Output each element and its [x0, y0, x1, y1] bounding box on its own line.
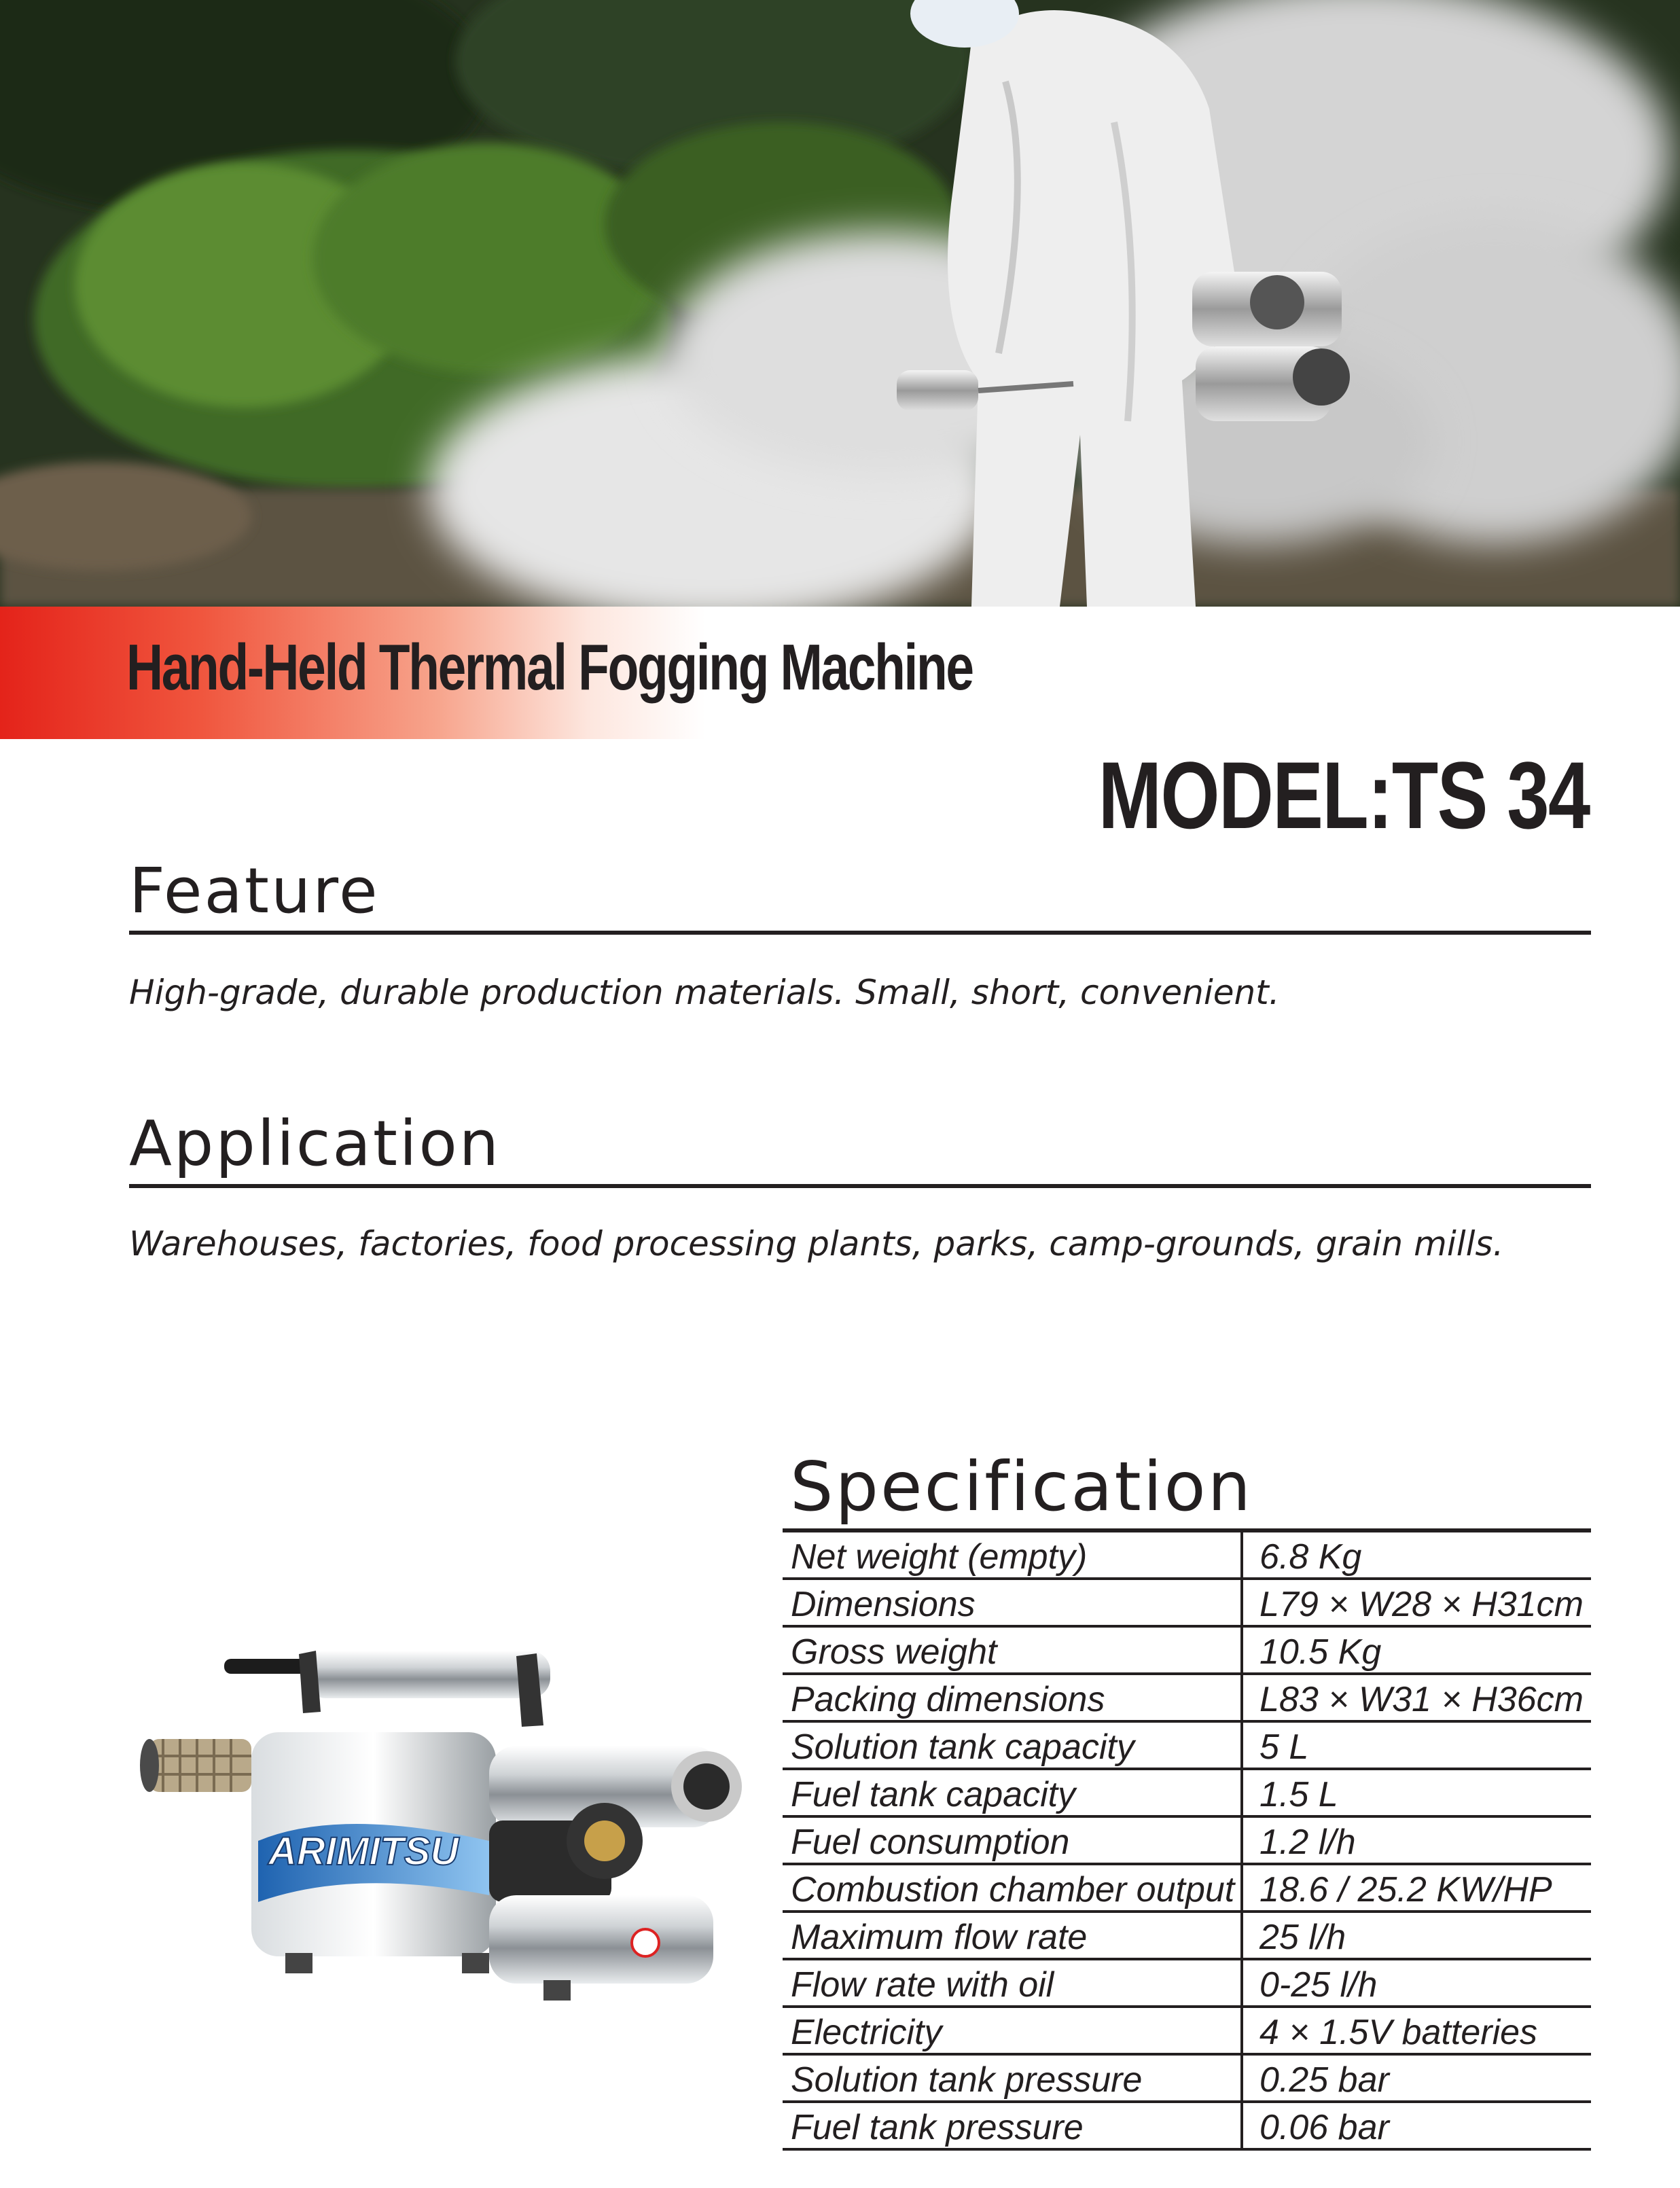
application-rule [129, 1184, 1591, 1188]
spec-value: 5 L [1242, 1721, 1591, 1769]
spec-value: L79 × W28 × H31cm [1242, 1579, 1591, 1626]
table-row [783, 1721, 1591, 1769]
hero-photo [0, 0, 1680, 607]
spec-value: 1.2 l/h [1242, 1816, 1591, 1864]
spec-label: Maximum flow rate [783, 1912, 1242, 1959]
spec-value: 25 l/h [1242, 1912, 1591, 1959]
table-row [783, 2007, 1591, 2054]
model-number: MODEL:TS 34 [1098, 742, 1590, 848]
spec-label: Dimensions [783, 1579, 1242, 1626]
spec-value: 10.5 Kg [1242, 1626, 1591, 1674]
fogging-machine-illustration [136, 1637, 754, 2017]
feature-heading: Feature [129, 855, 380, 927]
table-row [783, 1530, 1591, 1579]
spec-value: L83 × W31 × H36cm [1242, 1674, 1591, 1721]
specification-table [783, 1528, 1591, 2151]
spec-value: 0.06 bar [1242, 2102, 1591, 2149]
spec-label: Combustion chamber output [783, 1864, 1242, 1912]
feature-text: High-grade, durable production materials. Small, short, convenient. [129, 973, 1280, 1012]
table-row [783, 1959, 1591, 2007]
feature-rule [129, 931, 1591, 935]
table-row [783, 1579, 1591, 1626]
table-row [783, 2054, 1591, 2102]
brand-mark: ARIMITSU [268, 1829, 459, 1873]
table-row [783, 2102, 1591, 2149]
table-row [783, 1769, 1591, 1816]
spec-value: 1.5 L [1242, 1769, 1591, 1816]
application-heading: Application [129, 1107, 501, 1180]
table-row [783, 1864, 1591, 1912]
spec-label: Solution tank capacity [783, 1721, 1242, 1769]
spec-label: Packing dimensions [783, 1674, 1242, 1721]
table-row [783, 1912, 1591, 1959]
product-photo [136, 1637, 754, 2017]
spec-label: Electricity [783, 2007, 1242, 2054]
table-row [783, 1626, 1591, 1674]
specification-heading: Specification [790, 1447, 1253, 1526]
spec-value: 18.6 / 25.2 KW/HP [1242, 1864, 1591, 1912]
spec-label: Fuel tank pressure [783, 2102, 1242, 2149]
product-title: Hand-Held Thermal Fogging Machine [126, 631, 973, 704]
spec-label: Solution tank pressure [783, 2054, 1242, 2102]
spec-value: 0-25 l/h [1242, 1959, 1591, 2007]
spec-value: 4 × 1.5V batteries [1242, 2007, 1591, 2054]
spec-label: Net weight (empty) [783, 1530, 1242, 1579]
table-row [783, 1816, 1591, 1864]
hero-illustration [0, 0, 1680, 607]
spec-label: Gross weight [783, 1626, 1242, 1674]
spec-label: Fuel consumption [783, 1816, 1242, 1864]
spec-value: 6.8 Kg [1242, 1530, 1591, 1579]
application-text: Warehouses, factories, food processing plants, parks, camp-grounds, grain mills. [129, 1224, 1504, 1263]
spec-label: Flow rate with oil [783, 1959, 1242, 2007]
spec-label: Fuel tank capacity [783, 1769, 1242, 1816]
spec-value: 0.25 bar [1242, 2054, 1591, 2102]
table-row [783, 1674, 1591, 1721]
